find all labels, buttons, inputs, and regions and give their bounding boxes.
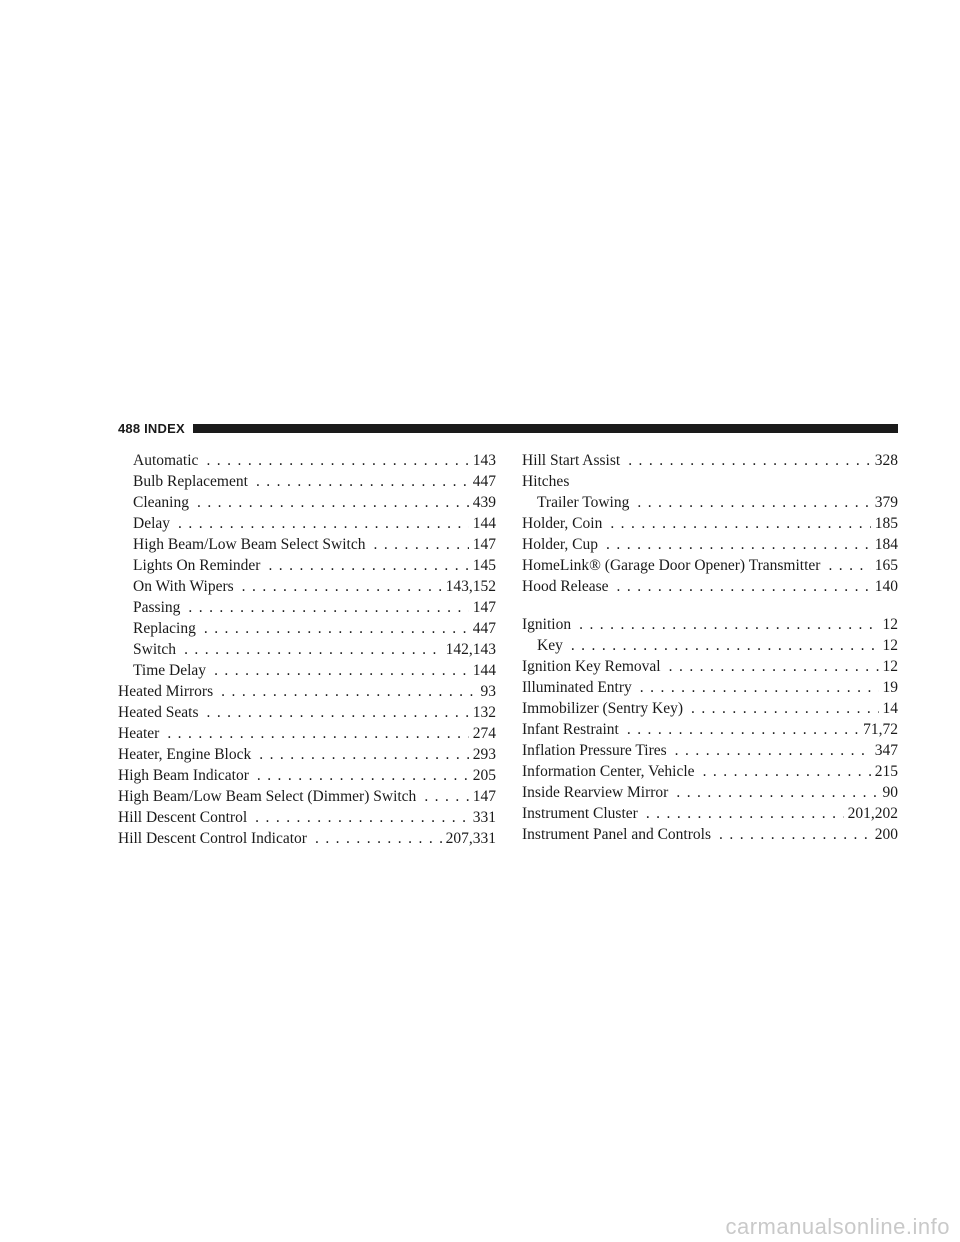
dot-leader <box>669 656 879 677</box>
dot-leader <box>178 513 469 534</box>
dot-leader <box>637 492 870 513</box>
index-entry-label: Instrument Cluster <box>522 805 638 822</box>
index-entry-label: Heated Seats <box>118 704 199 721</box>
index-entry <box>522 555 898 576</box>
dot-leader <box>703 761 871 782</box>
index-entry <box>118 450 496 471</box>
index-entry-label: Cleaning <box>133 494 189 511</box>
index-entry-page: 200 <box>874 826 898 843</box>
dot-leader <box>828 555 870 576</box>
index-entry-page: 147 <box>472 599 496 616</box>
index-entry-page: 145 <box>472 557 496 574</box>
index-entry-label: High Beam/Low Beam Select (Dimmer) Switch <box>118 788 417 805</box>
index-entry <box>118 828 496 849</box>
index-entry-page: 331 <box>472 809 496 826</box>
index-entry <box>118 513 496 534</box>
index-entry-page: 143,152 <box>445 578 496 595</box>
index-group-i <box>522 614 898 845</box>
dot-leader <box>214 660 469 681</box>
index-entry-page: 205 <box>472 767 496 784</box>
dot-leader <box>571 635 879 656</box>
index-entry <box>118 702 496 723</box>
index-entry-label: Trailer Towing <box>537 494 630 511</box>
header-rule <box>193 424 898 433</box>
index-entry-label: Bulb Replacement <box>133 473 248 490</box>
dot-leader <box>255 807 469 828</box>
index-entry-page: 293 <box>472 746 496 763</box>
index-entry <box>118 786 496 807</box>
index-column-left <box>118 450 496 849</box>
dot-leader <box>719 824 871 845</box>
index-entry-page: 207,331 <box>445 830 496 847</box>
index-entry <box>118 639 496 660</box>
index-entry-page: 143 <box>472 452 496 469</box>
index-entry-label: Delay <box>133 515 171 532</box>
dot-leader <box>646 803 844 824</box>
index-entry-page: 215 <box>874 763 898 780</box>
index-entry <box>118 681 496 702</box>
index-entry-page: 447 <box>472 473 496 490</box>
dot-leader <box>167 723 468 744</box>
dot-leader <box>221 681 476 702</box>
dot-leader <box>197 492 469 513</box>
index-entry-page: 328 <box>874 452 898 469</box>
dot-leader <box>256 471 469 492</box>
index-entry <box>118 618 496 639</box>
index-entry <box>522 614 898 635</box>
index-entry <box>118 660 496 681</box>
index-entry-label: Ignition Key Removal <box>522 658 661 675</box>
index-entry-label: Immobilizer (Sentry Key) <box>522 700 683 717</box>
index-entry <box>522 824 898 845</box>
index-entry-page: 142,143 <box>445 641 496 658</box>
index-entry-label: Holder, Cup <box>522 536 599 553</box>
index-entry-label: Time Delay <box>133 662 207 679</box>
index-entry-label: Inside Rearview Mirror <box>522 784 669 801</box>
index-entry <box>522 761 898 782</box>
index-entry <box>118 471 496 492</box>
dot-leader <box>373 534 468 555</box>
index-entry <box>118 765 496 786</box>
dot-leader <box>257 765 469 786</box>
index-entry-label: Automatic <box>133 452 199 469</box>
index-entry-page: 201,202 <box>847 805 898 822</box>
index-entry <box>118 576 496 597</box>
dot-leader <box>579 614 878 635</box>
section-title: INDEX <box>144 420 185 436</box>
dot-leader <box>606 534 871 555</box>
dot-leader <box>424 786 468 807</box>
dot-leader <box>628 450 871 471</box>
index-entry-page: 14 <box>882 700 898 717</box>
index-entry <box>522 782 898 803</box>
index-entry <box>118 597 496 618</box>
page-header-text <box>118 421 185 436</box>
dot-leader <box>691 698 879 719</box>
dot-leader <box>206 702 468 723</box>
index-entry-label: Instrument Panel and Controls <box>522 826 711 843</box>
index-entry-page: 144 <box>472 662 496 679</box>
index-entry-page: 147 <box>472 536 496 553</box>
index-entry-label: Passing <box>133 599 181 616</box>
index-entry-label: Ignition <box>522 616 572 633</box>
index-entry-label: Holder, Coin <box>522 515 603 532</box>
index-entry-page: 19 <box>882 679 898 696</box>
dot-leader <box>315 828 442 849</box>
index-entry-label: Illuminated Entry <box>522 679 632 696</box>
index-entry-label: Heated Mirrors <box>118 683 214 700</box>
index-entry-page: 12 <box>882 637 898 654</box>
index-entry-page: 147 <box>472 788 496 805</box>
index-entry <box>118 492 496 513</box>
index-entry-page: 12 <box>882 616 898 633</box>
index-entry <box>118 807 496 828</box>
index-entry <box>522 492 898 513</box>
index-entry <box>118 534 496 555</box>
index-entry-page: 379 <box>874 494 898 511</box>
dot-leader <box>242 576 442 597</box>
watermark-text: carmanualsonline.info <box>725 1214 950 1239</box>
index-entry <box>118 723 496 744</box>
index-entry-page: 185 <box>874 515 898 532</box>
index-entry-page: 140 <box>874 578 898 595</box>
index-entry-label: Hill Start Assist <box>522 452 621 469</box>
index-entry-label: High Beam/Low Beam Select Switch <box>133 536 366 553</box>
index-entry-page: 71,72 <box>863 721 898 738</box>
dot-leader <box>640 677 879 698</box>
index-entry <box>522 635 898 656</box>
dot-leader <box>627 719 859 740</box>
page-header <box>118 418 898 438</box>
index-entry-label: Heater <box>118 725 160 742</box>
index-entry-page: 132 <box>472 704 496 721</box>
index-entry-label: Hill Descent Control <box>118 809 248 826</box>
index-entry-page: 12 <box>882 658 898 675</box>
index-entry-label: High Beam Indicator <box>118 767 249 784</box>
index-entry-label: HomeLink® (Garage Door Opener) Transmitter <box>522 557 821 574</box>
index-entry-label: Heater, Engine Block <box>118 746 252 763</box>
index-column-right <box>522 450 898 845</box>
dot-leader <box>204 618 469 639</box>
index-entry <box>522 677 898 698</box>
index-entry-label: Hood Release <box>522 578 609 595</box>
index-entry-page: 144 <box>472 515 496 532</box>
index-entry <box>522 719 898 740</box>
index-entry-label: Key <box>537 637 563 654</box>
index-entry <box>522 803 898 824</box>
index-entry-page: 165 <box>874 557 898 574</box>
dot-leader <box>259 744 469 765</box>
page-number: 488 <box>118 420 141 436</box>
index-entry-label: Lights On Reminder <box>133 557 261 574</box>
index-entry <box>118 555 496 576</box>
index-entry-label: Information Center, Vehicle <box>522 763 695 780</box>
index-entry <box>522 513 898 534</box>
index-group-h <box>522 450 898 597</box>
index-entry-label: Infant Restraint <box>522 721 619 738</box>
index-entry-page: 184 <box>874 536 898 553</box>
index-entry-page: 347 <box>874 742 898 759</box>
index-entry-label: On With Wipers <box>133 578 234 595</box>
index-entry-label: Hill Descent Control Indicator <box>118 830 307 847</box>
index-entry <box>522 534 898 555</box>
dot-leader <box>610 513 870 534</box>
index-entry-page: 93 <box>480 683 496 700</box>
index-entry-label: Hitches <box>522 473 570 490</box>
index-entry-label: Switch <box>133 641 177 658</box>
group-spacer <box>522 597 898 614</box>
index-entry-page: 90 <box>882 784 898 801</box>
index-entry <box>522 698 898 719</box>
dot-leader <box>184 639 442 660</box>
index-entry-label: Inflation Pressure Tires <box>522 742 667 759</box>
index-entry <box>522 450 898 471</box>
dot-leader <box>206 450 468 471</box>
index-entry <box>522 740 898 761</box>
dot-leader <box>188 597 468 618</box>
index-entry <box>522 656 898 677</box>
index-entry-page: 439 <box>472 494 496 511</box>
dot-leader <box>676 782 878 803</box>
dot-leader <box>268 555 468 576</box>
index-entry <box>522 576 898 597</box>
index-entry <box>118 744 496 765</box>
index-entry-label: Replacing <box>133 620 196 637</box>
dot-leader <box>617 576 871 597</box>
index-entry-page: 447 <box>472 620 496 637</box>
index-entry-page: 274 <box>472 725 496 742</box>
index-entry <box>522 471 898 492</box>
dot-leader <box>675 740 871 761</box>
